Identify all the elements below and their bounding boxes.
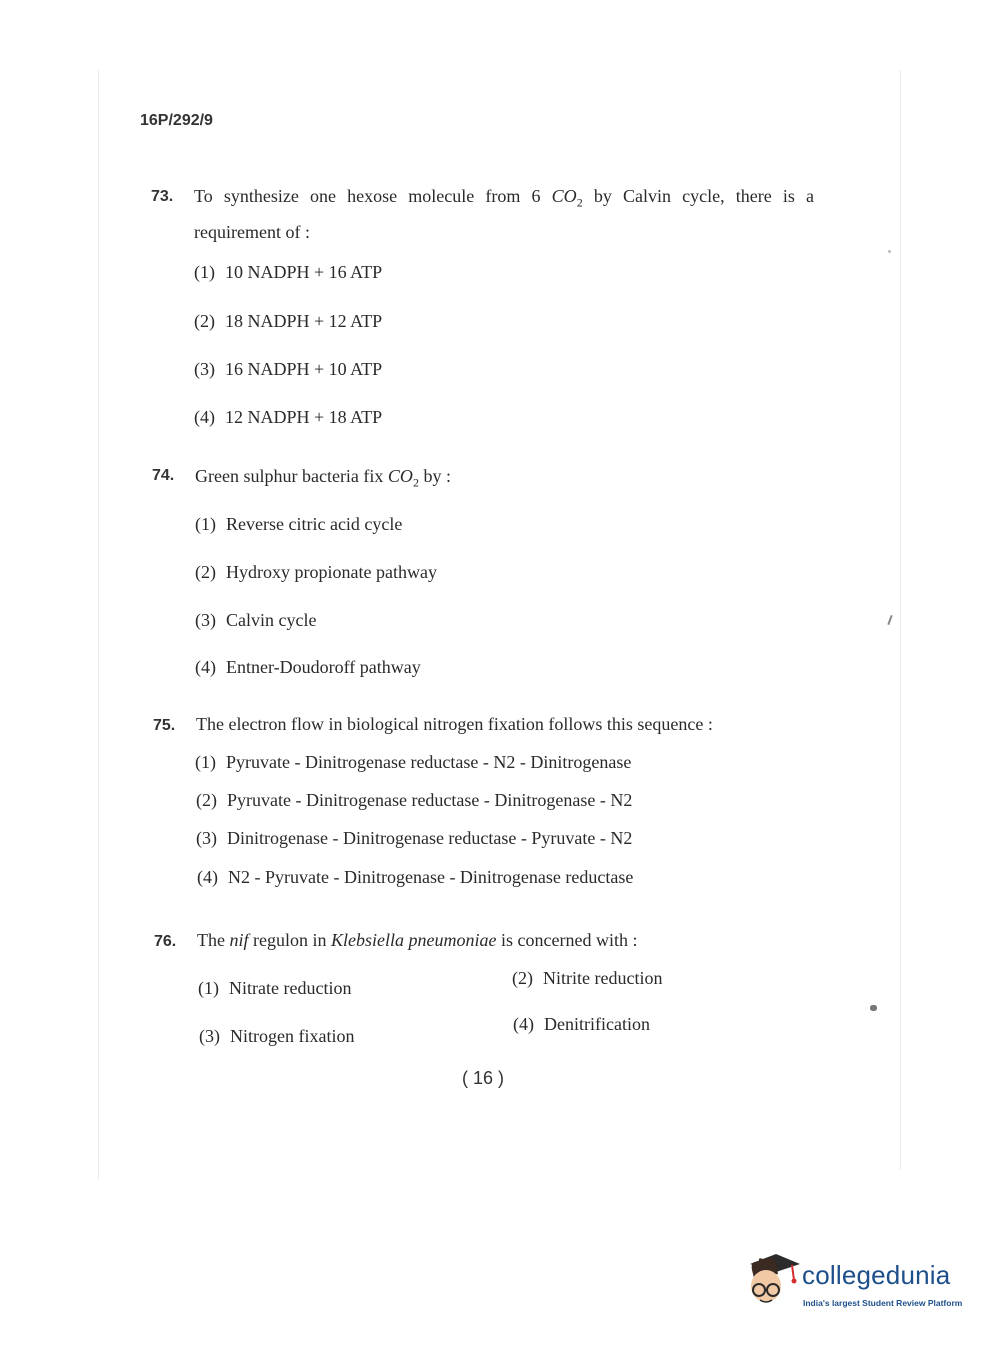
option-number: (4) [194,407,215,427]
question-73-text-part: by Calvin cycle, there is a requirement of : [194,186,814,242]
option-number: (1) [195,514,216,534]
option-number: (2) [194,311,215,331]
option-73-1 [194,262,382,283]
mascot-icon [742,1250,802,1312]
option-number: (4) [197,867,218,887]
question-76-text-part: The [197,930,230,950]
option-text: 12 NADPH + 18 ATP [225,407,383,427]
option-number: (3) [195,610,216,630]
question-text-76 [197,926,637,955]
question-text-73 [194,182,814,247]
option-text: Nitrite reduction [543,968,663,988]
option-text: Reverse citric acid cycle [226,514,403,534]
nif-term: nif [229,930,249,950]
option-75-4 [197,867,633,888]
option-text: Entner-Doudoroff pathway [226,657,421,677]
question-text-75: The electron flow in biological nitrogen fixation follows this sequence : [196,714,713,734]
option-text: Calvin cycle [226,610,317,630]
option-number: (1) [194,262,215,282]
question-76-text-part: is concerned with : [496,930,638,950]
option-number: (3) [196,828,217,848]
scan-speck [870,1005,877,1011]
option-text: Pyruvate - Dinitrogenase reductase - N2 - Dinitrogenase [226,752,632,772]
option-74-2 [195,562,437,583]
option-text: 10 NADPH + 16 ATP [225,262,383,282]
option-75-3 [196,828,632,849]
option-text: Denitrification [544,1014,650,1034]
option-number: (1) [198,978,219,998]
option-76-1 [198,978,351,999]
option-text: 16 NADPH + 10 ATP [225,359,383,379]
option-number: (1) [195,752,216,772]
option-number: (2) [512,968,533,988]
option-74-1 [195,514,402,535]
option-number: (4) [513,1014,534,1034]
option-number: (3) [199,1026,220,1046]
scan-edge-left [98,70,99,1180]
question-74-text-part: Green sulphur bacteria fix [195,466,388,486]
option-76-4 [513,1014,650,1035]
option-74-4 [195,657,421,678]
co2-formula: CO [551,186,577,206]
question-73-text-part: To synthesize one hexose molecule from 6 [194,186,552,206]
question-text-74 [195,462,451,498]
scan-edge-right [900,70,901,1170]
option-text: 18 NADPH + 12 ATP [225,311,383,331]
option-74-3 [195,610,316,631]
paper-code: 16P/292/9 [140,112,213,129]
option-text: Hydroxy propionate pathway [226,562,437,582]
scan-speck [887,615,892,625]
option-76-2 [512,968,662,989]
option-number: (2) [195,562,216,582]
option-text: Pyruvate - Dinitrogenase reductase - Dinitrogenase - N2 [227,790,633,810]
page-number: ( 16 ) [462,1068,505,1088]
logo-wordmark: collegedunia [802,1260,951,1290]
option-73-4 [194,407,382,428]
question-number-74: 74. [152,467,175,484]
option-number: (3) [194,359,215,379]
option-text: Dinitrogenase - Dinitrogenase reductase - Pyruvate - N2 [227,828,633,848]
option-text: Nitrate reduction [229,978,352,998]
question-number-75: 75. [153,717,176,734]
co2-subscript: 2 [576,195,583,210]
logo-tagline: India's largest Student Review Platform [803,1298,963,1308]
co2-formula: CO [387,466,413,486]
option-76-3 [199,1026,354,1047]
collegedunia-logo[interactable] [742,1250,972,1320]
option-73-2 [194,311,382,332]
question-number-73: 73. [151,188,174,205]
option-73-3 [194,359,382,380]
option-text: Nitrogen fixation [230,1026,355,1046]
option-text: N2 - Pyruvate - Dinitrogenase - Dinitrogenase reductase [228,867,634,887]
question-74-text-part: by : [418,466,451,486]
option-75-2 [196,790,632,811]
option-number: (2) [196,790,217,810]
scan-speck [888,250,891,253]
question-number-76: 76. [154,933,177,950]
option-number: (4) [195,657,216,677]
co2-subscript: 2 [412,475,419,490]
species-name: Klebsiella pneumoniae [331,930,497,950]
option-75-1 [195,752,631,773]
question-76-text-part: regulon in [248,930,331,950]
